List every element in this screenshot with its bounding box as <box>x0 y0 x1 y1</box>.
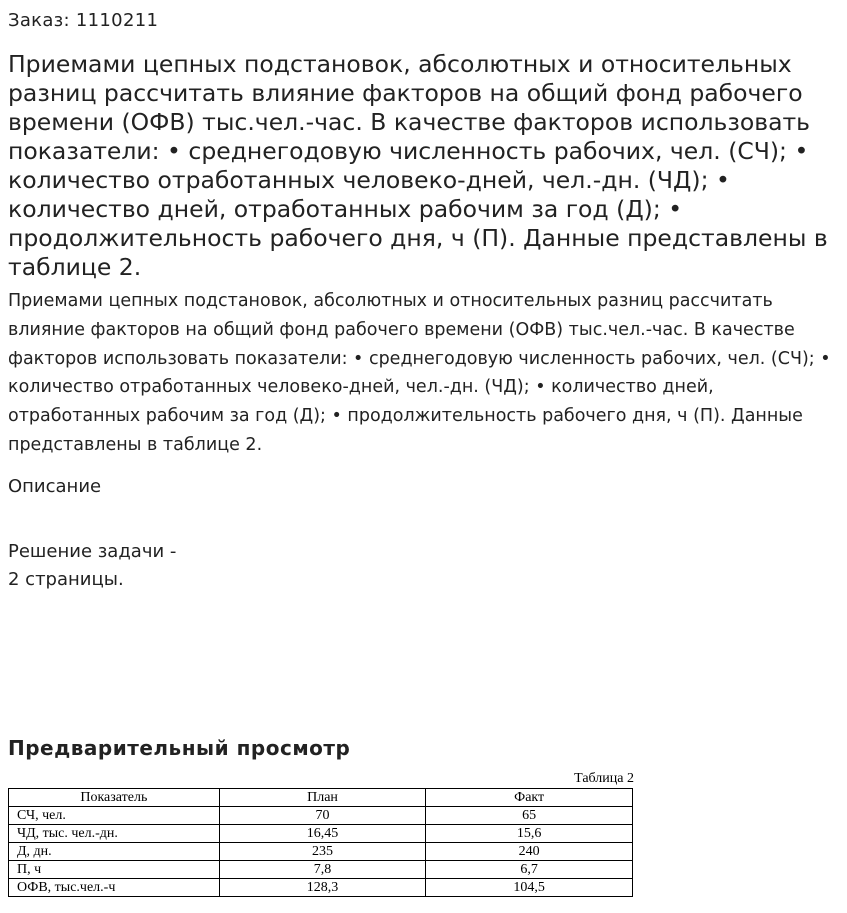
indicator-cell: П, ч <box>9 861 220 879</box>
indicator-cell: ЧД, тыс. чел.-дн. <box>9 825 220 843</box>
header-plan: План <box>219 789 426 807</box>
header-fact: Факт <box>426 789 633 807</box>
plan-cell: 70 <box>219 807 426 825</box>
header-indicator: Показатель <box>9 789 220 807</box>
solution-line-2: 2 страницы. <box>8 569 124 590</box>
indicator-cell: Д, дн. <box>9 843 220 861</box>
task-headline: Приемами цепных подстановок, абсолютных и относительных разниц рассчитать влияние факторов на общий фонд рабочего времени (ОФВ) тыс.чел.-час. В качестве факторов использовать показатели: • среднегодовую численность рабочих, чел. (СЧ); • количество отработанных человеко-дней, чел.-дн. (ЧД); • количество дней, отработанных рабочим за год (Д); • продолжительность рабочего дня, ч (П). Данные представлены в таблице 2. <box>8 50 828 281</box>
indicator-cell: СЧ, чел. <box>9 807 220 825</box>
fact-cell: 6,7 <box>426 861 633 879</box>
plan-cell: 128,3 <box>219 879 426 897</box>
plan-cell: 7,8 <box>219 861 426 879</box>
table-caption: Таблица 2 <box>574 771 634 786</box>
table-row <box>9 879 633 897</box>
preview-image <box>8 770 636 897</box>
fact-cell: 15,6 <box>426 825 633 843</box>
preview-title: Предварительный просмотр <box>8 736 351 760</box>
data-table <box>8 788 633 897</box>
table-row <box>9 843 633 861</box>
fact-cell: 65 <box>426 807 633 825</box>
table-header-row <box>9 789 633 807</box>
plan-cell: 235 <box>219 843 426 861</box>
table-row <box>9 825 633 843</box>
table-row <box>9 861 633 879</box>
plan-cell: 16,45 <box>219 825 426 843</box>
indicator-cell: ОФВ, тыс.чел.-ч <box>9 879 220 897</box>
solution-info <box>8 538 176 594</box>
fact-cell: 240 <box>426 843 633 861</box>
task-description: Приемами цепных подстановок, абсолютных и относительных разниц рассчитать влияние факторов на общий фонд рабочего времени (ОФВ) тыс.чел.-час. В качестве факторов использовать показатели: • среднегодовую численность рабочих, чел. (СЧ); • количество отработанных человеко-дней, чел.-дн. (ЧД); • количество дней, отработанных рабочим за год (Д); • продолжительность рабочего дня, ч (П). Данные представлены в таблице 2. <box>8 291 831 455</box>
fact-cell: 104,5 <box>426 879 633 897</box>
order-number: Заказ: 1110211 <box>8 10 159 31</box>
table-row <box>9 807 633 825</box>
solution-line-1: Решение задачи - <box>8 541 177 562</box>
description-label: Описание <box>8 476 102 497</box>
